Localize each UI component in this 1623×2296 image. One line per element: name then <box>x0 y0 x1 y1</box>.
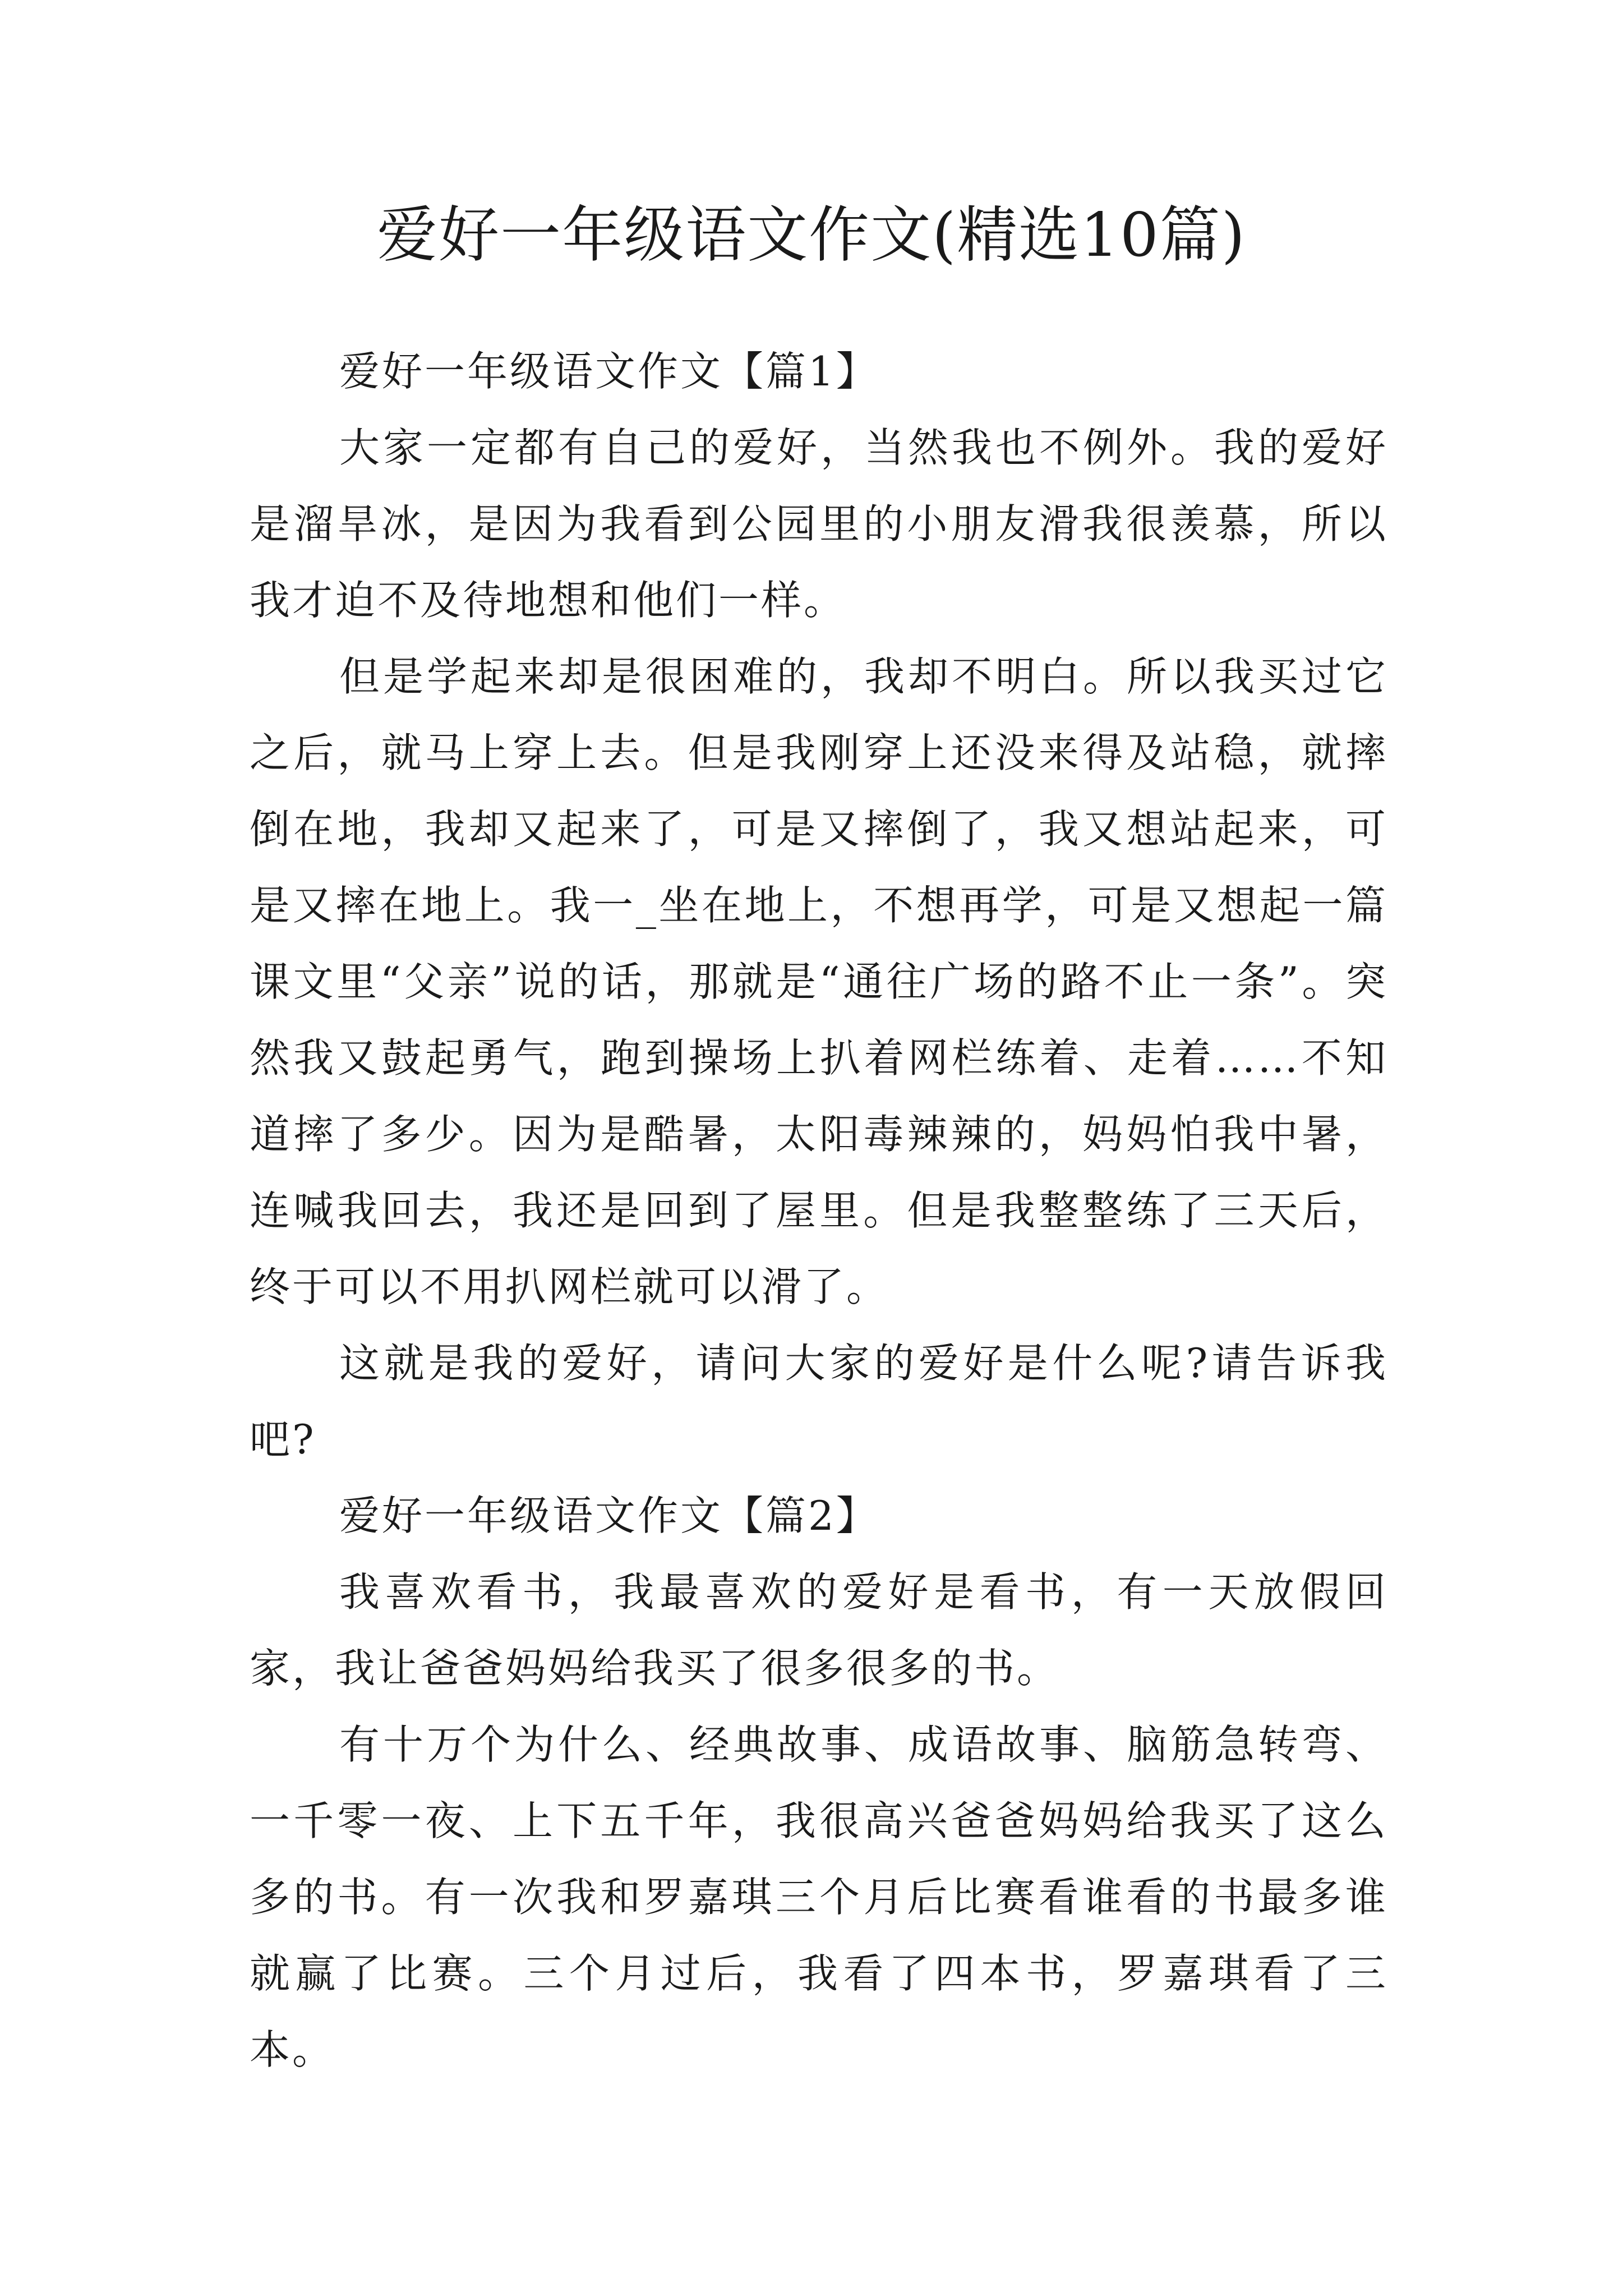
section-1 <box>250 333 1388 1478</box>
section-heading: 爱好一年级语文作文【篇1】 <box>339 348 879 395</box>
paragraph: 我喜欢看书，我最喜欢的爱好是看书，有一天放假回家，我让爸爸妈妈给我买了很多很多的书。 <box>250 1568 1388 1692</box>
paragraph: 大家一定都有自己的爱好，当然我也不例外。我的爱好是溜旱冰，是因为我看到公园里的小朋友滑我很羡慕，所以我才迫不及待地想和他们一样。 <box>250 424 1388 624</box>
paragraph: 这就是我的爱好，请问大家的爱好是什么呢?请告诉我吧? <box>250 1340 1388 1463</box>
paragraph: 但是学起来却是很困难的，我却不明白。所以我买过它之后，就马上穿上去。但是我刚穿上还没来得及站稳，就摔倒在地，我却又起来了，可是又摔倒了，我又想站起来，可是又摔在地上。我一_坐在地上，不想再学，可是又想起一篇课文里“父亲”说的话，那就是“通往广场的路不止一条”。突然我又鼓起勇气，跑到操场上扒着网栏练着、走着……不知道摔了多少。因为是酷暑，太阳毒辣辣的，妈妈怕我中暑，连喊我回去，我还是回到了屋里。但是我整整练了三天后，终于可以不用扒网栏就可以滑了。 <box>250 653 1388 1310</box>
document-body <box>250 333 1388 2088</box>
paragraph: 有十万个为什么、经典故事、成语故事、脑筋急转弯、一千零一夜、上下五千年，我很高兴爸爸妈妈给我买了这么多的书。有一次我和罗嘉琪三个月后比赛看谁看的书最多谁就赢了比赛。三个月过后，我看了四本书，罗嘉琪看了三本。 <box>250 1721 1388 2073</box>
document-title: 爱好一年级语文作文(精选10篇) <box>377 200 1246 270</box>
section-2 <box>250 1478 1388 2088</box>
section-heading: 爱好一年级语文作文【篇2】 <box>339 1492 879 1539</box>
